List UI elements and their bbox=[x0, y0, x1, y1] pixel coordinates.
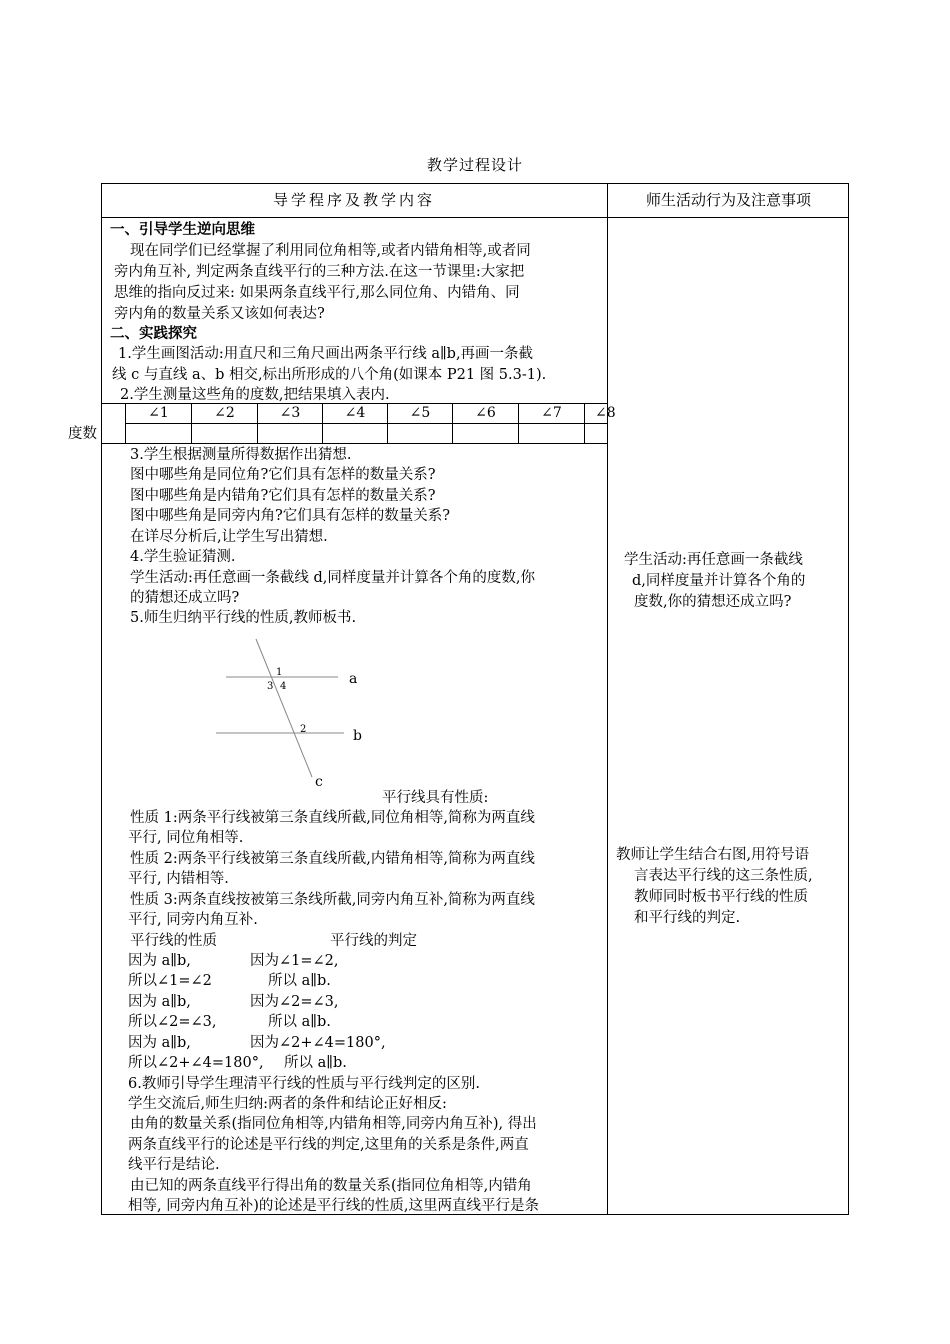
section3-line: 图中哪些角是同位角?它们具有怎样的数量关系? bbox=[130, 467, 436, 483]
section6-line: 由已知的两条直线平行得出角的数量关系(指同位角相等,内错角 bbox=[130, 1178, 532, 1194]
angle-value-cell bbox=[387, 423, 453, 444]
compare-right: 因为∠2=∠3, bbox=[250, 994, 339, 1010]
angle-header-cell: ∠6 bbox=[452, 403, 519, 424]
angle-label-2: 2 bbox=[300, 724, 307, 735]
note1-line: 学生活动:再任意画一条截线 bbox=[624, 552, 803, 568]
label-a: a bbox=[349, 671, 358, 687]
angle-value-cell bbox=[257, 423, 323, 444]
compare-right: 因为∠1=∠2, bbox=[250, 953, 339, 969]
property-line: 性质 3:两条直线按被第三条线所截,同旁内角互补,简称为两直线 bbox=[130, 892, 535, 908]
label-b: b bbox=[353, 728, 362, 744]
section3-line: 4.学生验证猜测. bbox=[130, 549, 236, 565]
angle-header-cell: ∠1 bbox=[125, 403, 192, 424]
section1-line: 思维的指向反过来: 如果两条直线平行,那么同位角、内错角、同 bbox=[114, 285, 520, 301]
section1-line: 旁内角互补, 判定两条直线平行的三种方法.在这一节课里:大家把 bbox=[114, 264, 525, 280]
angle-header-cell: ∠8 bbox=[584, 403, 608, 424]
step2-line: 2.学生测量这些角的度数,把结果填入表内. bbox=[120, 387, 390, 403]
section2-heading: 二、实践探究 bbox=[110, 326, 197, 342]
section6-line: 6.教师引导学生理清平行线的性质与平行线判定的区别. bbox=[128, 1076, 480, 1092]
section3-line: 学生活动:再任意画一条截线 d,同样度量并计算各个角的度数,你 bbox=[130, 570, 535, 586]
note1-line: 度数,你的猜想还成立吗? bbox=[634, 594, 792, 610]
step1-line: 线 c 与直线 a、b 相交,标出所形成的八个角(如课本 P21 图 5.3-1). bbox=[112, 367, 547, 383]
note1-line: d,同样度量并计算各个角的 bbox=[632, 573, 806, 589]
property-line: 平行, 同旁内角互补. bbox=[128, 912, 258, 928]
angle-value-cell bbox=[191, 423, 258, 444]
angle-header-cell: ∠3 bbox=[257, 403, 323, 424]
section6-line: 相等, 同旁内角互补)的论述是平行线的性质,这里两直线平行是条 bbox=[128, 1198, 539, 1214]
angle-table-corner bbox=[101, 403, 126, 444]
angle-value-cell bbox=[452, 423, 519, 444]
angle-label-3: 3 bbox=[267, 681, 274, 692]
header-right: 师生活动行为及注意事项 bbox=[645, 191, 811, 209]
compare-right: 所以 a∥b. bbox=[284, 1055, 347, 1071]
property-line: 性质 1:两条平行线被第三条直线所截,同位角相等,简称为两直线 bbox=[130, 810, 535, 826]
compare-right: 因为∠2+∠4=180°, bbox=[250, 1035, 386, 1051]
page-title: 教学过程设计 bbox=[426, 156, 523, 174]
label-c: c bbox=[315, 774, 323, 790]
property-line: 平行, 同位角相等. bbox=[128, 830, 244, 846]
section6-line: 线平行是结论. bbox=[128, 1157, 220, 1173]
header-left: 导学程序及教学内容 bbox=[272, 191, 435, 209]
compare-left: 所以∠1=∠2 bbox=[128, 973, 212, 989]
compare-left: 因为 a∥b, bbox=[128, 1035, 191, 1051]
note2-line: 教师同时板书平行线的性质 bbox=[634, 889, 808, 905]
section1-heading: 一、引导学生逆向思维 bbox=[110, 222, 255, 238]
header-divider bbox=[101, 217, 849, 218]
compare-left-title: 平行线的性质 bbox=[130, 933, 217, 949]
compare-right: 所以 a∥b. bbox=[268, 973, 331, 989]
section1-line: 现在同学们已经掌握了利用同位角相等,或者内错角相等,或者同 bbox=[130, 243, 531, 259]
property-line: 性质 2:两条平行线被第三条直线所截,内错角相等,简称为两直线 bbox=[130, 851, 535, 867]
section3-line: 在详尽分析后,让学生写出猜想. bbox=[130, 529, 328, 545]
property-line: 平行, 内错相等. bbox=[128, 871, 229, 887]
section6-line: 由角的数量关系(指同位角相等,内错角相等,同旁内角互补), 得出 bbox=[130, 1116, 537, 1132]
compare-left: 所以∠2+∠4=180°, bbox=[128, 1055, 264, 1071]
compare-left: 因为 a∥b, bbox=[128, 953, 191, 969]
angle-value-cell bbox=[518, 423, 585, 444]
parallel-lines-figure bbox=[210, 635, 410, 795]
section3-line: 的猜想还成立吗? bbox=[130, 590, 240, 606]
angle-header-cell: ∠4 bbox=[322, 403, 388, 424]
angle-value-cell bbox=[584, 423, 608, 444]
compare-right: 所以 a∥b. bbox=[268, 1014, 331, 1030]
column-divider bbox=[607, 183, 608, 1215]
angle-header-cell: ∠2 bbox=[191, 403, 258, 424]
compare-left: 因为 a∥b, bbox=[128, 994, 191, 1010]
note2-line: 和平行线的判定. bbox=[634, 910, 741, 926]
compare-right-title: 平行线的判定 bbox=[330, 933, 417, 949]
line-c bbox=[256, 639, 312, 777]
angle-value-cell bbox=[322, 423, 388, 444]
note2-line: 教师让学生结合右图,用符号语 bbox=[616, 847, 810, 863]
section3-line: 3.学生根据测量所得数据作出猜想. bbox=[130, 447, 352, 463]
angle-header-cell: ∠7 bbox=[518, 403, 585, 424]
section6-line: 两条直线平行的论述是平行线的判定,这里角的关系是条件,两直 bbox=[128, 1137, 529, 1153]
properties-heading: 平行线具有性质: bbox=[382, 790, 489, 806]
section3-line: 图中哪些角是内错角?它们具有怎样的数量关系? bbox=[130, 488, 436, 504]
section3-line: 图中哪些角是同旁内角?它们具有怎样的数量关系? bbox=[130, 508, 451, 524]
note2-line: 言表达平行线的这三条性质, bbox=[634, 868, 813, 884]
angle-header-cell: ∠5 bbox=[387, 403, 453, 424]
section3-line: 5.师生归纳平行线的性质,教师板书. bbox=[130, 610, 357, 626]
section1-line: 旁内角的数量关系又该如何表达? bbox=[114, 306, 325, 322]
step1-line: 1.学生画图活动:用直尺和三角尺画出两条平行线 a∥b,再画一条截 bbox=[118, 346, 534, 362]
angle-value-cell bbox=[125, 423, 192, 444]
angle-label-1: 1 bbox=[276, 667, 283, 678]
section6-line: 学生交流后,师生归纳:两者的条件和结论正好相反: bbox=[128, 1096, 447, 1112]
compare-left: 所以∠2=∠3, bbox=[128, 1014, 217, 1030]
angle-row-label: 度数 bbox=[68, 426, 97, 442]
angle-label-4: 4 bbox=[280, 681, 287, 692]
